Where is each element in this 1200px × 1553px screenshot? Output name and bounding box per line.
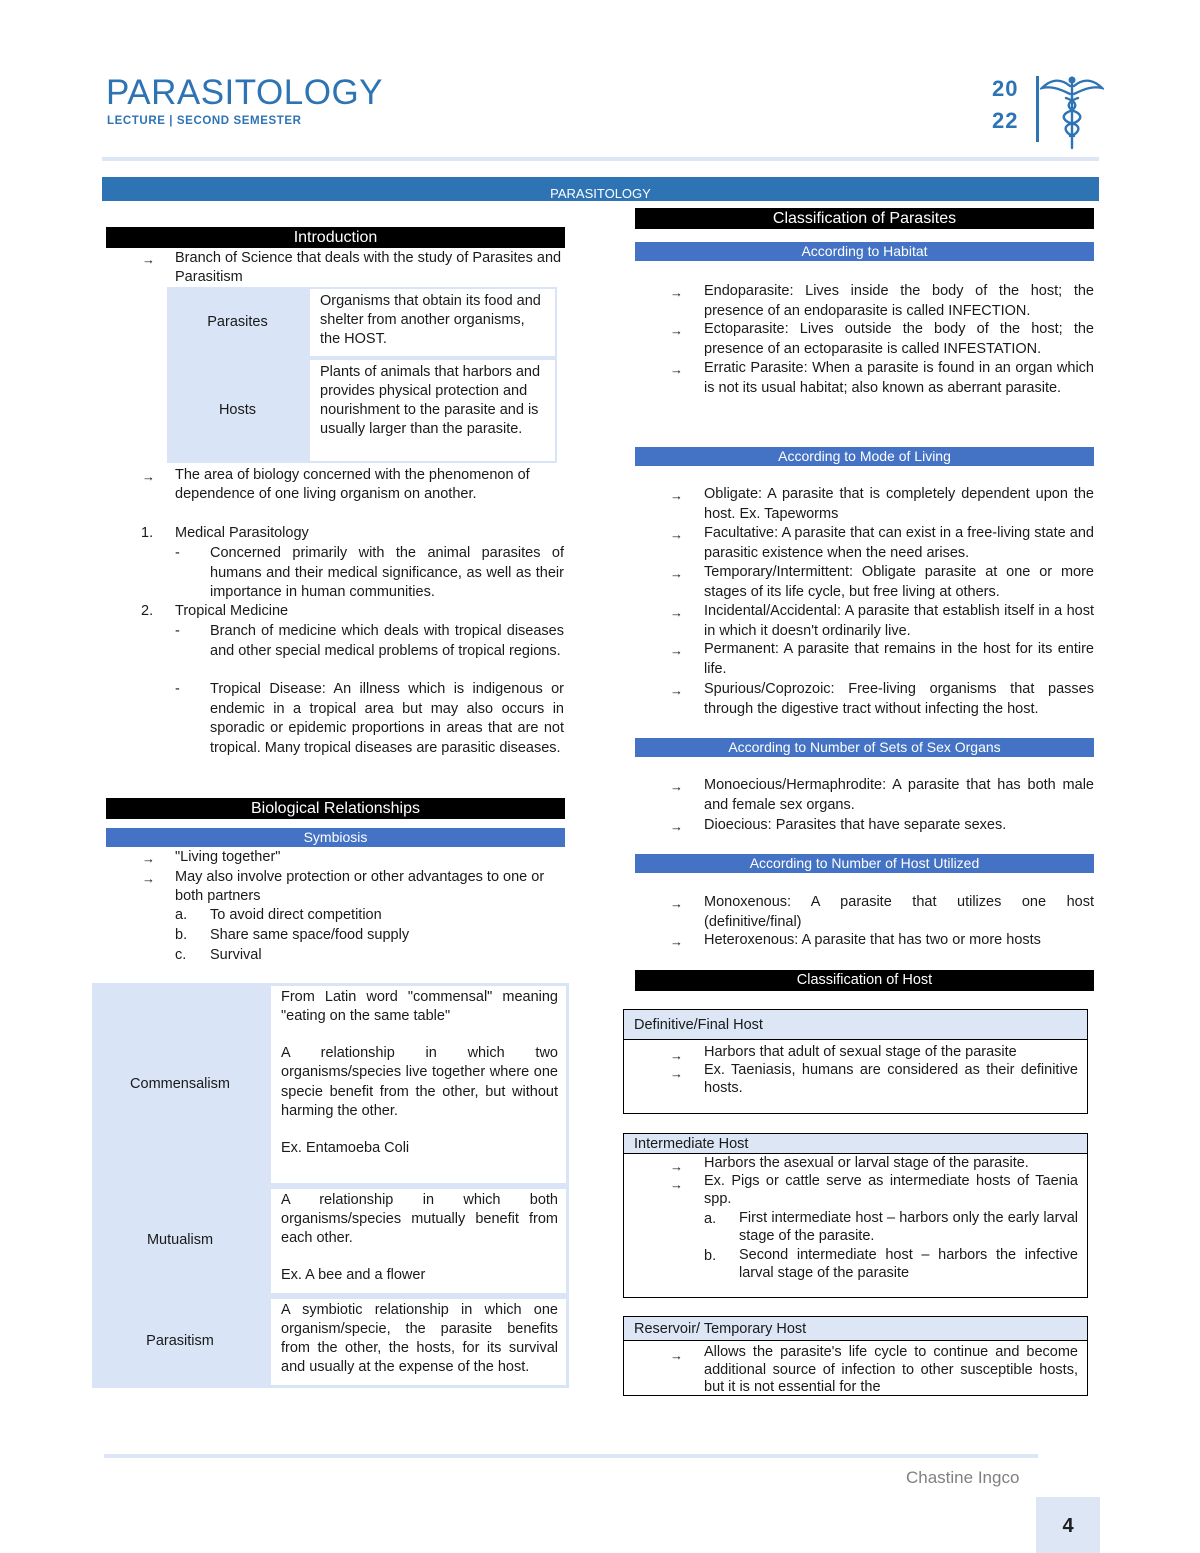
bullet-arrow-icon: →: [670, 605, 683, 620]
bullet-arrow-icon: →: [670, 1348, 683, 1363]
host-number-heading: According to Number of Host Utilized: [635, 854, 1094, 873]
definition-example: Ex. Entamoeba Coli: [281, 1139, 410, 1156]
bullet-arrow-icon: →: [670, 819, 683, 834]
header-rule: [102, 157, 1099, 161]
bullet-arrow-icon: →: [670, 1177, 683, 1192]
author-name: Chastine Ingco: [906, 1468, 1020, 1487]
term-cell: Commensalism: [92, 983, 268, 1186]
classification-of-host-heading: Classification of Host: [635, 970, 1094, 991]
term-cell: Hosts: [167, 358, 308, 463]
sex-organs-heading: According to Number of Sets of Sex Organs: [635, 738, 1094, 757]
habitat-item: Endoparasite: Lives inside the body of the host; the presence of an endoparasite is called INFECTION.: [704, 283, 1094, 319]
bullet-arrow-icon: →: [670, 488, 683, 503]
reservoir-host-item: Allows the parasite's life cycle to continue and become additional source of infection to other susceptible hosts, but it is not essential for the: [704, 1344, 1078, 1395]
year-bottom: 22: [992, 108, 1019, 133]
bullet-arrow-icon: →: [670, 566, 683, 581]
bullet-arrow-icon: →: [670, 285, 683, 300]
sex-item: Monoecious/Hermaphrodite: A parasite that has both male and female sex organs.: [704, 777, 1094, 813]
sub-letter: a.: [175, 907, 188, 923]
introduction-heading: Introduction: [106, 227, 565, 248]
living-item: Permanent: A parasite that remains in the host for its entire life.: [704, 641, 1094, 677]
sub-letter: b.: [175, 927, 188, 943]
bullet-arrow-icon: →: [670, 527, 683, 542]
sub-letter: b.: [704, 1248, 717, 1264]
biological-relationships-heading: Biological Relationships: [106, 798, 565, 819]
intermediate-host-box: [623, 1133, 1088, 1298]
definition-cell: Organisms that obtain its food and shelter from another organisms, the HOST.: [308, 287, 557, 358]
term-cell: Mutualism: [92, 1186, 268, 1296]
intro-table: [167, 287, 557, 463]
page-number: 4: [1036, 1497, 1100, 1553]
table-row: [92, 1186, 569, 1296]
host-number-item: Heteroxenous: A parasite that has two or more hosts: [704, 932, 1041, 948]
symbiosis-bullet: May also involve protection or other advantages to one or both partners: [175, 869, 545, 905]
bullet-arrow-icon: →: [670, 362, 683, 377]
intermediate-host-sub-item: Second intermediate host – harbors the infective larval stage of the parasite: [739, 1247, 1078, 1281]
bullet-arrow-icon: →: [670, 1048, 683, 1063]
dash-marker: -: [175, 681, 180, 697]
bullet-arrow-icon: →: [670, 896, 683, 911]
intro-bullet-1: Branch of Science that deals with the study of Parasites and Parasitism: [175, 250, 562, 286]
list-number: 2.: [141, 603, 154, 619]
reservoir-host-box: [623, 1316, 1088, 1396]
symbiosis-heading: Symbiosis: [106, 828, 565, 847]
definition-cell: Plants of animals that harbors and provides physical protection and nourishment to the parasite and is usually larger than the parasite.: [308, 358, 557, 463]
list-sub-item: Concerned primarily with the animal parasites of humans and their medical significance, as well as their importance in human communities.: [210, 545, 564, 600]
definitive-host-box: [623, 1009, 1088, 1114]
table-row: [167, 358, 557, 463]
definitive-host-item: Ex. Taeniasis, humans are considered as their definitive hosts.: [704, 1062, 1078, 1096]
symbiosis-sub-item: Share same space/food supply: [210, 927, 410, 943]
intermediate-host-item: Ex. Pigs or cattle serve as intermediate hosts of Taenia spp.: [704, 1173, 1078, 1207]
intermediate-host-item: Harbors the asexual or larval stage of the parasite.: [704, 1155, 1029, 1171]
living-item: Incidental/Accidental: A parasite that establish itself in a host in which it doesn't ordinarily live.: [704, 603, 1094, 639]
bullet-arrow-icon: →: [142, 252, 155, 267]
living-item: Obligate: A parasite that is completely dependent upon the host. Ex. Tapeworms: [704, 486, 1094, 522]
living-item: Spurious/Coprozoic: Free-living organisms that passes through the digestive tract without infecting the host.: [704, 681, 1094, 717]
year-top: 20: [992, 76, 1019, 101]
main-banner: PARASITOLOGY: [102, 177, 1099, 201]
classification-heading: Classification of Parasites: [635, 208, 1094, 229]
term-cell: Parasitism: [92, 1296, 268, 1388]
list-sub-item: Branch of medicine which deals with tropical diseases and other special medical problems of tropical regions.: [210, 623, 564, 659]
dash-marker: -: [175, 623, 180, 639]
intro-bullet-2: The area of biology concerned with the phenomenon of dependence of one living organism on another.: [175, 467, 530, 503]
bullet-arrow-icon: →: [142, 871, 155, 886]
bullet-arrow-icon: →: [670, 1066, 683, 1081]
document-subtitle: LECTURE | SECOND SEMESTER: [107, 115, 302, 127]
definition-paragraph: A relationship in which both organisms/species mutually benefit from each other.: [281, 1192, 558, 1247]
intermediate-host-sub-item: First intermediate host – harbors only the early larval stage of the parasite.: [739, 1210, 1078, 1244]
footer-rule: [104, 1454, 1038, 1458]
document-title: PARASITOLOGY: [106, 73, 384, 112]
sub-letter: a.: [704, 1211, 717, 1227]
definition-cell: [268, 1296, 569, 1388]
definitive-host-heading: Definitive/Final Host: [624, 1010, 1087, 1040]
living-item: Temporary/Intermittent: Obligate parasite at one or more stages of its life cycle, but free living at others.: [704, 564, 1094, 600]
list-number: 1.: [141, 525, 154, 541]
year-divider: [1036, 76, 1039, 142]
dash-marker: -: [175, 545, 180, 561]
relationship-table: [92, 983, 569, 1388]
habitat-item: Ectoparasite: Lives outside the body of the host; the presence of an ectoparasite is called INFESTATION.: [704, 321, 1094, 357]
table-row: [92, 983, 569, 1186]
reservoir-host-heading: Reservoir/ Temporary Host: [624, 1317, 1087, 1341]
bullet-arrow-icon: →: [670, 643, 683, 658]
bullet-arrow-icon: →: [670, 934, 683, 949]
bullet-arrow-icon: →: [670, 779, 683, 794]
living-item: Facultative: A parasite that can exist in a free-living state and parasitic existence when the need arises.: [704, 525, 1094, 561]
caduceus-icon: [1040, 72, 1104, 152]
bullet-arrow-icon: →: [670, 323, 683, 338]
definition-paragraph: A symbiotic relationship in which one organism/specie, the parasite benefits from the other, the hosts, for its survival and usually at the expense of the host.: [281, 1302, 558, 1376]
table-row: [167, 287, 557, 358]
definition-cell: [268, 1186, 569, 1296]
habitat-heading: According to Habitat: [635, 242, 1094, 261]
symbiosis-sub-item: To avoid direct competition: [210, 907, 382, 923]
host-number-item: Monoxenous: A parasite that utilizes one host (definitive/final): [704, 894, 1094, 930]
definition-paragraph: From Latin word "commensal" meaning "eating on the same table": [281, 989, 558, 1025]
list-sub-item: Tropical Disease: An illness which is indigenous or endemic in a tropical area but may also occurs in sporadic or epidemic proportions in areas that are not tropical. Many tropical diseases are parasitic diseases.: [210, 681, 564, 756]
sex-item: Dioecious: Parasites that have separate sexes.: [704, 817, 1007, 833]
table-row: [92, 1296, 569, 1388]
bullet-arrow-icon: →: [670, 683, 683, 698]
sub-letter: c.: [175, 947, 187, 963]
symbiosis-bullet: "Living together": [175, 849, 281, 865]
definition-example: Ex. A bee and a flower: [281, 1267, 426, 1284]
bullet-arrow-icon: →: [142, 851, 155, 866]
symbiosis-sub-item: Survival: [210, 947, 262, 963]
list-item-label: Tropical Medicine: [175, 603, 289, 619]
bullet-arrow-icon: →: [142, 469, 155, 484]
habitat-item: Erratic Parasite: When a parasite is found in an organ which is not its usual habitat; also known as aberrant parasite.: [704, 360, 1094, 396]
term-cell: Parasites: [167, 287, 308, 358]
bullet-arrow-icon: →: [670, 1159, 683, 1174]
intermediate-host-heading: Intermediate Host: [624, 1134, 1087, 1154]
definition-cell: [268, 983, 569, 1186]
definitive-host-item: Harbors that adult of sexual stage of the parasite: [704, 1044, 1017, 1060]
definition-paragraph: A relationship in which two organisms/species live together where one specie benefit from the other, but without harming the other.: [281, 1045, 558, 1119]
mode-of-living-heading: According to Mode of Living: [635, 447, 1094, 466]
list-item-label: Medical Parasitology: [175, 525, 309, 541]
